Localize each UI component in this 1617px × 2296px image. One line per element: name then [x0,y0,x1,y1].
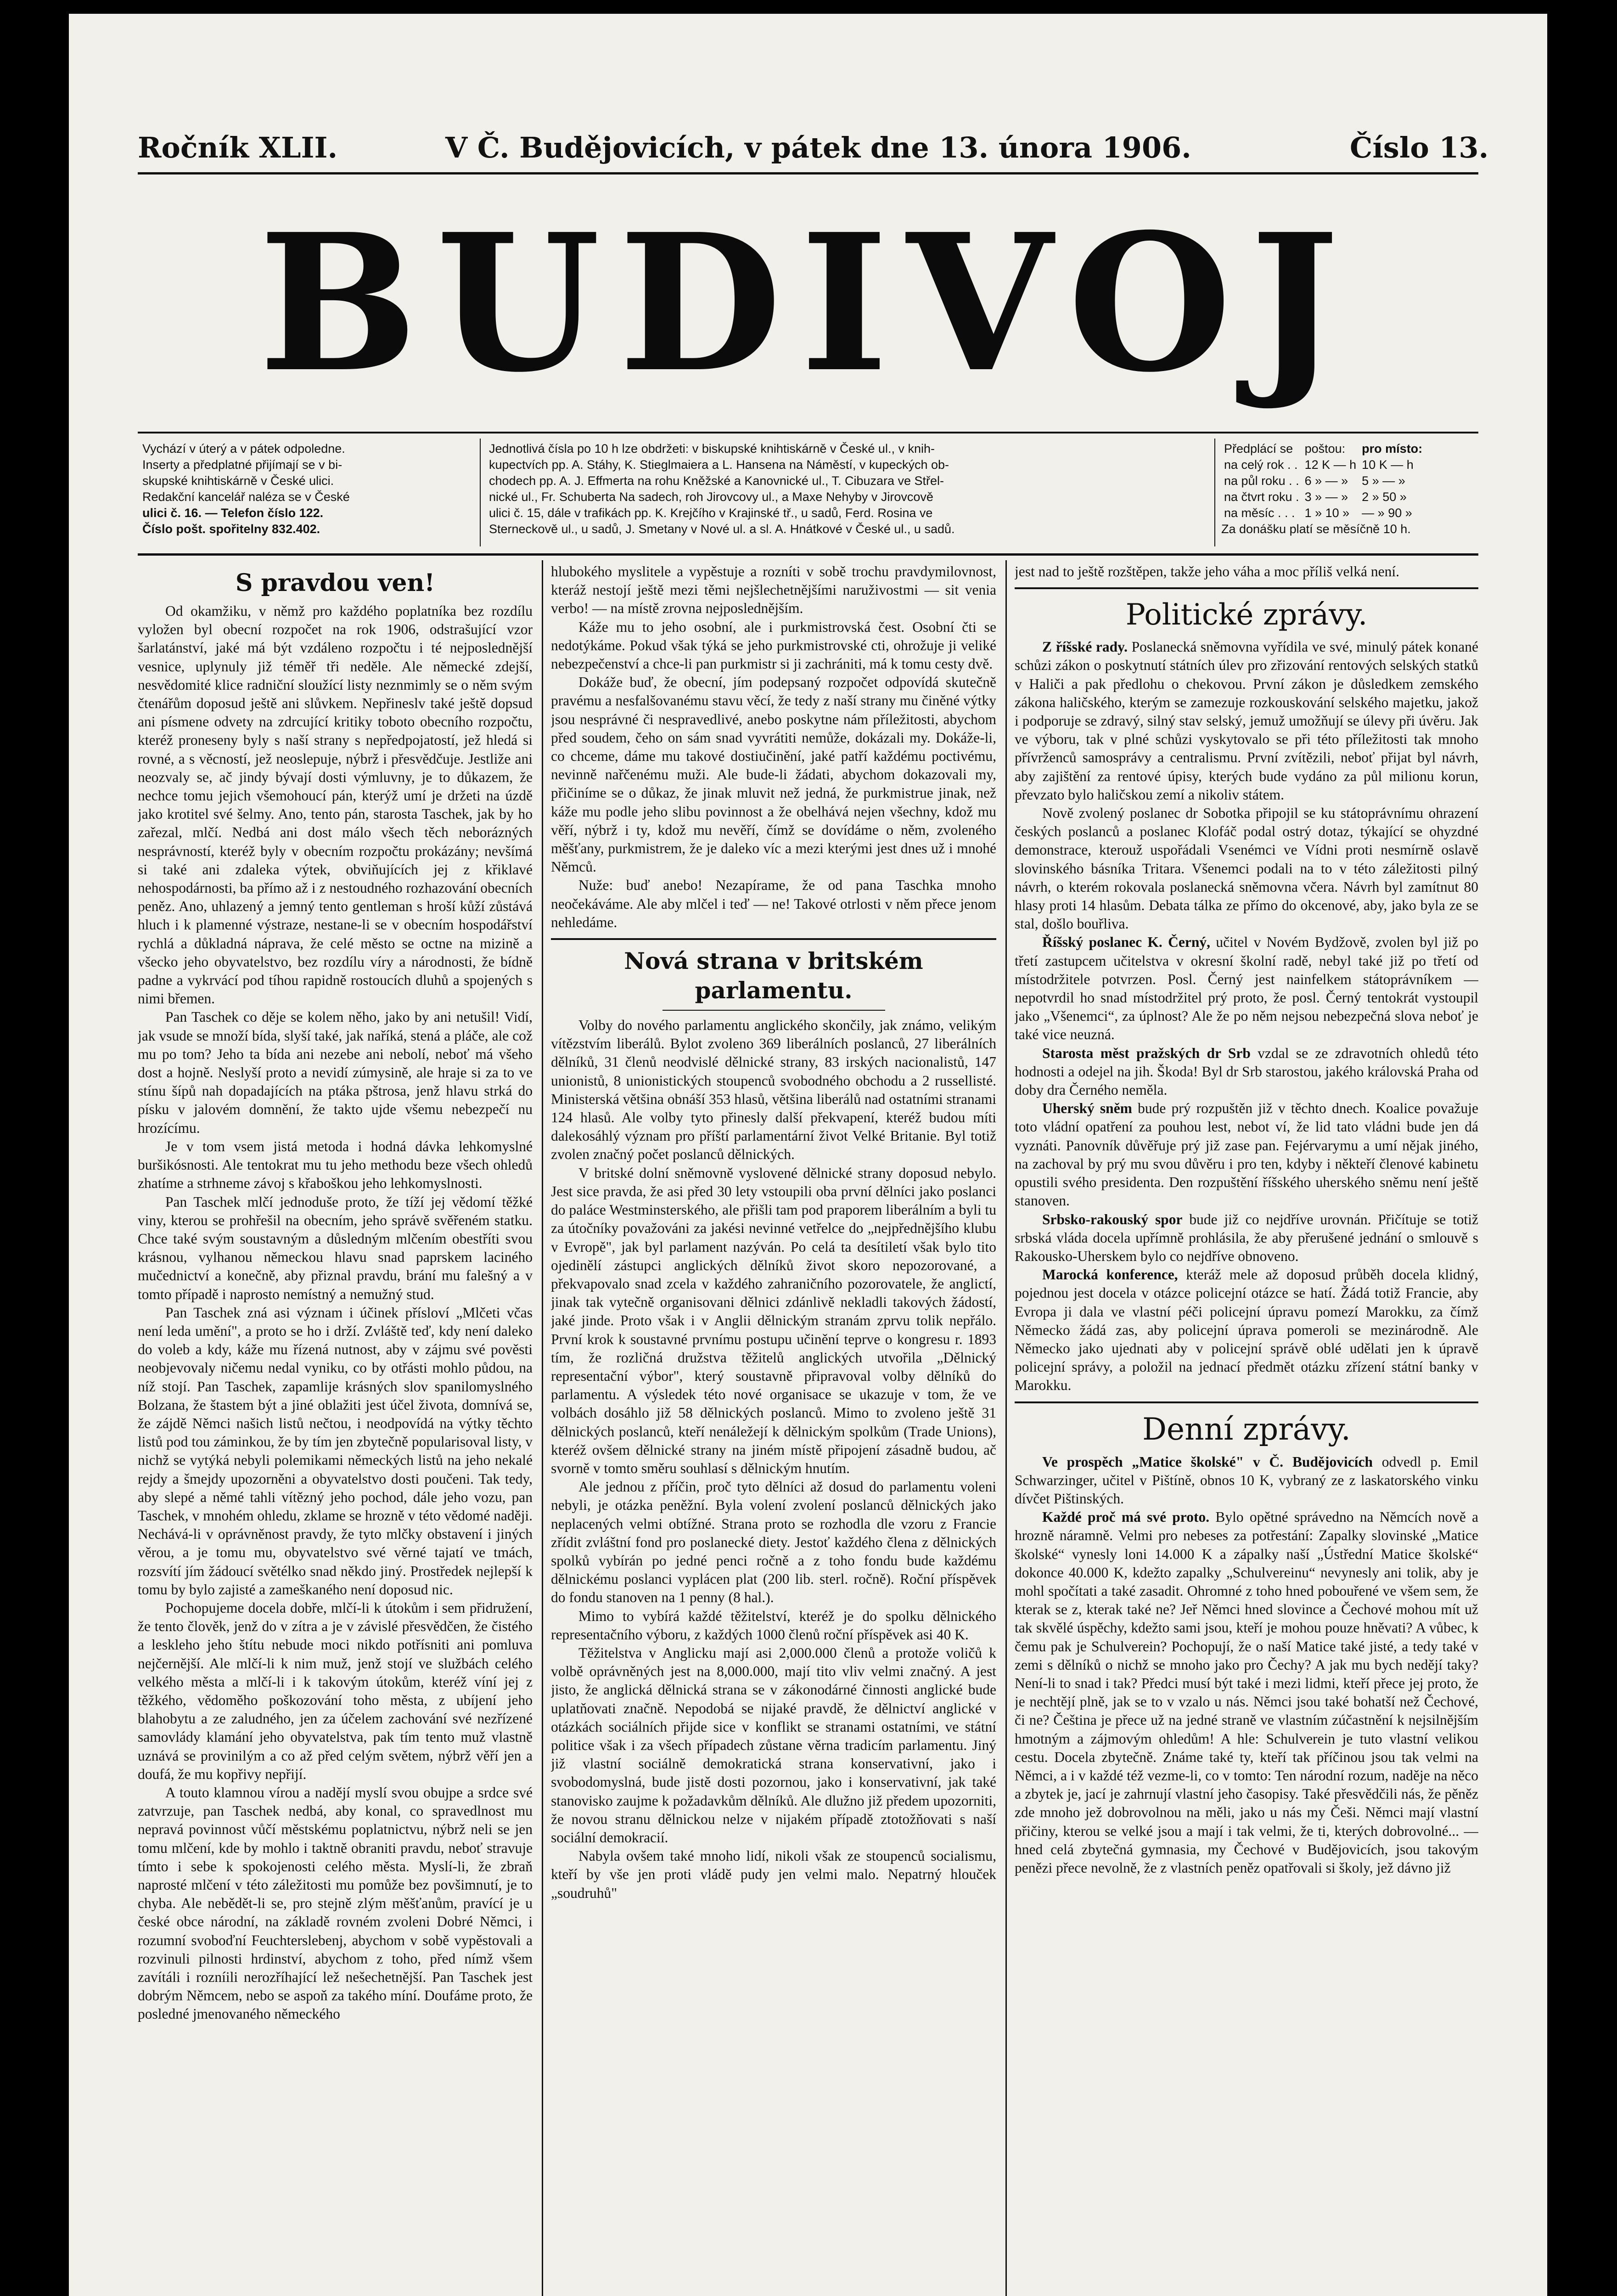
masthead-title: BUDIVOJ [258,192,1358,414]
price-post: 3 » — » [1304,490,1348,504]
article-title: S pravdou ven! [235,569,435,597]
info-line: ulici č. 15, dále v trafikách pp. K. Krejčího v Krajinské tř., u sadů, Ferd. Rosina ve [489,506,933,520]
article-paragraph: Káže mu to jeho osobní, ale i purkmistrovská čest. Osobní čti se nedotýkáme. Pokud však týká se jeho purkmistrovské cti, ohrožuje ji veliké nebezpečenství a chce-li pan purkmistr si ji zachrániti, má k tomu cesty dvě. [551,619,996,672]
price-post: 12 K — h [1304,458,1357,472]
info-bottom-rule [138,553,1478,556]
article-separator [551,938,996,940]
price-post: 6 » — » [1304,474,1348,488]
price-period: na půl roku . . [1224,474,1299,488]
info-line: chodech pp. A. J. Effmerta na rohu Kněžské a Kanovnické ul., T. Cibuzara ve Střel- [489,474,944,488]
news-text: vzdal se ze zdravotních ohledů této hodnosti a odejel na jih. Škoda! Byl dr Srb starostou, jakého královská Praha od doby dra Černého neměla. [1015,1045,1478,1098]
article-paragraph: Mimo to vybírá každé těžitelství, kteréž je do spolku dělnického representačního výboru, z každých 1000 členů roční příspěvek asi 40 K. [551,1608,996,1643]
title-underline [663,1010,885,1011]
article-continuation: jest nad to ještě rozštěpen, takže jeho váha a moc příliš velká není. [1015,563,1399,580]
news-lead: Každé proč má své proto. [1042,1509,1210,1525]
volume-label: Ročník XLII. [138,131,338,164]
column-1 [138,563,533,2296]
price-local: 2 » 50 » [1362,490,1407,504]
article-paragraph: Ale jednou z příčin, proč tyto dělníci až dosud do parlamentu voleni nebyli, je otázka peněžní. Byla volení zvolení poslanců dělnických jako neplacených velmi obtížné. Strana proto se rozhodla dle vzoru z Francie zřídit zvláštní fond pro poslanecké diety. Jestoť každého člena z dělnických spolků vybírán po jedné penci ročně a z toho fondu bude každému dělnickému poslanci vyplácen plat (200 lib. sterl. ročně). Roční příspěvek do fondu stanoven na 1 penny (8 hal.). [551,1479,996,1606]
news-lead: Starosta měst pražských dr Srb [1042,1045,1251,1061]
news-text: bude již co nejdříve urovnán. Přičítuje se totiž srbská vláda docela upřímně prohlásila, že aby přerušené jednání o smlouvě s Rakousko-Uherskem bylo co nejdříve obnoveno. [1015,1211,1478,1264]
article-paragraph: Je v tom vsem jistá metoda i hodná dávka lehkomyslné buršikósnosti. Ale tentokrat mu tu jeho methodu beze všech ohledů zhatíme a strhneme závoj s křaboškou jeho lehkomyslnosti. [138,1138,533,1192]
info-top-rule [138,432,1478,433]
info-divider [1214,439,1215,546]
news-item [1015,1453,1478,1508]
article-paragraph: Od okamžiku, v němž pro každého poplatníka bez rozdílu vyložen byl obecní rozpočet na rok 1906, odstrašující vzor šarlatánství, jaké má být vzdáleno rozpočtu i té nejposlednější vesnice, uplynuly již téměř tři neděle. Ale německé zdejší, nesvědomité klice radniční sloužící listy neznmimly se o něm svým čtenářům doposud ještě ani slůvkem. Nepřineslv také ještě dopsud ani písmene odvety na zdrcující kritiky toboto obecního rozpočtu, kteréž proneseny byly s naší strany s nepředpojatostí, jež hledá si rovné, a s věcností, jež neoslepuje, nýbrž i přesvědčuje. Jestliže ani neozvaly se, ač jindy bývají dosti výmluvny, je to důkazem, že nechce tomu jejich všemohoucí pán, kterýž umí je držeti na úzdě jako krotitel své šelmy. Ano, tento pán, starosta Taschek, jak by ho zařezal, mlčí. Nedbá ani dost málo všech těch neborázných nesprávností, kteréž byly v obecním rozpočtu prokázány; nevšímá si také ani zdaleka výtek, obviňujících jej z křiklavé nehospodárnosti, ba přímo až i z nestoudného rozhazování obecních peněz. Ano, uhlazený a jemný tento gentleman s hroší kůží zůstává hluch i k plamenné výstraze, nestane-li se v obecním hospodářství rychlá a důkladná náprava, že celé město se octne na mizině a všecko jeho obyvatelstvo, bez rozdílu víry a národnosti, že bídně padne a vykrvácí pod tíhou rapidně rostoucích dluhů a spojených s nimi břemen. [138,603,533,1007]
news-item [1015,1044,1478,1100]
price-table [1221,441,1425,521]
article-paragraph: Dokáže buď, že obecní, jím podepsaný rozpočet odpovídá skutečně pravému a nesfalšovanému stavu věcí, že tedy z naší strany mu činěné výtky jsou nesprávné či nespravedlivé, anebo poskytne nám příležitosti, abychom před soudem, čeho on sám snad vyvrátiti nemůže, dokázali my. Dokáže-li, co chceme, dáme mu takové dostiučinění, jaké patří každému poctivému, nevinně nařčenému muži. Ale bude-li žádati, abychom dokazovali my, přičiníme se o důkaz, že jinak mluvit než jedná, že purkmistrue jinak, než káže mu podle jeho slibu povinnost a že obelhává nejen všechny, kdož mu věří, nýbrž i ty, kdož mu nevěří, čímž se dovídáme o něm, zvoleného měšťany, purkmistrem, že je daleko víc a mezi kterými jest dnes už i mnohé Němců. [551,674,996,875]
news-lead: Ve prospěch „Matice školské" v Č. Budějovicích [1042,1453,1373,1470]
news-item [1015,1099,1478,1210]
price-local: 10 K — h [1362,458,1414,472]
news-item [1015,804,1478,933]
header-rule [138,172,1478,174]
price-period: na celý rok . . [1224,458,1298,472]
article-paragraph: Nabyla ovšem také mnoho lidí, nikoli však ze stoupenců socialismu, kteří by vše jen proti vládě pudy jen velmi malo. Nepatrný hlouček „soudruhů" [551,1848,996,1901]
article-paragraph: Těžitelstva v Anglicku mají asi 2,000.000 členů a protože voličů k volbě oprávněných jest na 8,000.000, mají tito vliv velmi značný. A jest jisto, že anglická dělnická strana se v zákonodárné činnosti anglické bude uplatňovati značně. Nepodobá se nijaké pravdě, že dělnictví anglické v otázkách sociálních přijde sice v konflikt se stranami ostatními, ve státní politice však i za všech případech zůstane věrna tradicím parlamentu. Jiný již vlastní sociálně demokratická strana konservativní, jako i svobodomyslná, bude jistě dosti pozornou, jako i konservativní, jak také stanovisko zaujme k požadavkům dělníků. Ale dlužno již předem upozorniti, že novou stranu dělnickou nelze v nijakém případě ztotožňovati s naší sociální demokracií. [551,1644,996,1846]
info-line: ulici č. 16. — Telefon číslo 122. [142,506,324,520]
news-text: Poslanecká sněmovna vyřídila ve své, minulý pátek konané schůzi zákon o poskytnutí státních úlev pro zřizování rentových selských statků v Haliči a pak předlohu o chekovou. První zákon je důsledkem zemského zákona haličského, kterým se zamezuje rozkouskování selského majetku, jakož i podporuje se zdravý, silný stav selský, jemuž umožňují se úlevy při úvěru. Jak ve výboru, tak v plné schůzi vyskytovalo se při této příležitosti tak mnoho přívrženců samosprávy a centralismu. První zvítězili, neboť přijat byl návrh, aby zajištění za rentové úpisy, kterých bude vydáno za půl milionu korun, převzato bylo haličskou zemí a nikoliv státem. [1015,639,1478,803]
article-paragraph: Pan Taschek mlčí jednoduše proto, že tíží jej vědomí těžké viny, kterou se prohřešil na obecním, jeho správě svěřeném statku. Chce také svým soustavným a důsledným mlčením obestříti svou krásnou, vylhanou německou hlavu snad paprskem laciného mučednictví a konečně, aby přiznal pravdu, brání mu falešný a v tomto případě i naprosto nemístný a nemužný stud. [138,1193,533,1302]
article-paragraph: Volby do nového parlamentu anglického skončily, jak známo, velikým vítězstvím liberálů. Bylot zvoleno 369 liberálních poslanců, 27 liberálních dělníků, 31 členů neodvislé dělnické strany, 83 irských nacionalistů, 147 unionistů, 8 unionistických stoupenců svobodného obchodu a 2 russellisté. Ministerská většina obnáší 353 hlasů, většina liberálů nad ostatními stranami 124 hlasů. Ale volby tyto přinesly další překvapení, kteréž budou míti dalekosáhlý význam pro příští parlamentární život Velké Britanie. Byl totiž zvolen značný počet poslanců dělnických. [551,1017,996,1163]
info-line: Vychází v úterý a v pátek odpoledne. [142,442,345,456]
subscription-prices [1221,441,1478,537]
info-line: nické ul., Fr. Schuberta Na sadech, roh Jirovcovy ul., a Maxe Nehyby v Jirovcově [489,490,933,504]
news-lead: Srbsko-rakouský spor [1042,1211,1183,1227]
price-header: Předplácí se [1224,442,1293,456]
article-paragraph: Pan Taschek zná asi význam i účinek přísloví „Mlčeti včas není leda umění", a proto se ho i drží. Zvláště teď, kdy není daleko do voleb a kdy, káže mu řízená nutnost, aby v zájmu své pověsti neobjevovaly ničemu nedal vyniku, co by otřásti mohlo půdou, na níž stojí. Pan Taschek, zapamlije krásných slov spanilomyslného Bolzana, že štastem být a jiné oblažiti jest účel života, domnívá se, že zájdě Němci našich listů nečtou, i neodpovídá na výtky těchto listů pod tou záminkou, že by tím jen zbytečně popularisoval listy, v nichž se vytýká nebyli polemikami německých listů na jeho nekalé rejdy a šmejdy upozorněni a obyvatelstvo dosti poučeni. Tak tedy, aby slepé a němé tahli vítězný jeho pochod, dále jeho vozu, pan Taschek, v mnohém ohledu, zklame se hrozně v této vědomé naději. Nechává-li v oprávněnost pravdy, že tyto mlčky obstavení i jiných věrou, a je tomu mu, obyvatelstvo své věrné tajatí ve tmách, rozsvítí jím žádoucí světélko snad někdo jiný. Prostředek nejlepší k tomu by bylo zajisté a zameškaného není doposud nic. [138,1304,533,1598]
info-line: Jednotlivá čísla po 10 h lze obdržeti: v biskupské knihtiskárně v České ul., v knih- [489,442,935,456]
article-paragraph: hlubokého myslitele a vypěstuje a rozníti v sobě trochu pravdymilovnost, kteráž nestojí ještě mezi těmi nejšlechetnějšími naruživostmi — sit venia verbo! — na místě zrovna nejposlednějším. [551,563,996,617]
article-paragraph: V britské dolní sněmovně vyslovené dělnické strany doposud nebylo. Jest sice pravda, že asi před 30 lety vstoupili oba první dělníci jako poslanci do paláce Westminsterského, ale přišli tam pod praporem liberálním a byli tu za útočníky považováni za jakési nevinné vetřelce do „nejpřednějšího klubu v Evropě", jak byl parlament nazýván. Po celá ta desítiletí však bylo tito ojedinělí zástupci anglických dělníků život skoro nepozorované, a překvapovalo snad zcela v každého zahraničního pozorovatele, že anglictí, jinak tak vytečně organisovani dělnici zdánlivě nekladli takových žádostí, jaké jinde. Proto však i v Anglii dělnickým stranám zprvu tolik nepřálo. První krok k soustavné prvnímu postupu učinění teprve o kongresu r. 1893 tím, že rozličná družstva těžitelů anglických utvořila „Dělnický representační výbor", který soustavně připravoval volby dělníků do parlamentu. A výsledek této nové organisace se ukazuje v tom, že ve volbách dosáhlo již 58 dělnických poslanců. Mimo to zvoleno ještě 31 dělnických poslanců, kteří nenáležejí k dělnickým spolkům (Trade Unions), kteréž ovšem dělnické strany na jiném místě připojení zásadně budou, ač svorně v tomto směru souhlasí s dělnickým hnutím. [551,1165,996,1476]
news-lead: Uherský sněm [1042,1100,1132,1117]
article-paragraph: Pochopujeme docela dobře, mlčí-li k útokům i sem přidružení, že tento člověk, jenž do v zítra a je v závislé přesvědčen, že čistého a leskleho jeho štítu nebude moci nikdo potřísniti ani pomluva nejčernější. Ale mlčí-li k nim muž, jenž stojí ve službách celého velkého města a mlčí-li i k takovým útokům, kteréž víní jej z těžkého, vědoměho poškozování toho města, z ubíjení jeho blahobytu a ze zaludného, jen za účelem zachování své nezřízené samovlády klamání jeho obyvatelstva, pak tím tento muž vlastně uznává se provinilým a co až před celým světem, nýbrž věří jen a doufá, že mu kopřivy nepřijí. [138,1599,533,1782]
price-header: poštou: [1304,442,1346,456]
info-line: kupectvích pp. A. Stáhy, K. Stieglmaiera a L. Hansena na Náměstí, v kupeckých ob- [489,458,949,472]
news-text: kteráž mele až doposud průběh docela klidný, pojednou jest docela v otázce policejní otázce se hatí. Žádá totiž Francie, aby Evropa ji dala ve vlastní péči policejní úpravu pomezí Marokku, za čímž Německo žádá zas, aby policejní úprava pomeroli se mezinárodně. Ale Německo jako ujednati aby v policejní správě oblé udělati jen k úpravě policejní správy, a položil na jednací předmět otázku zřízení státní banky v Marokku. [1015,1266,1478,1394]
newspaper-page [69,14,1547,2296]
price-period: na čtvrt roku . [1224,490,1299,504]
info-line: skupské knihtiskárně v České ulici. [142,474,334,488]
news-text: bude prý rozpuštěn již v těchto dnech. Koalice považuje toto vládní opatření za pouhou lest, nebot ví, že lid tato vládni bude jen dá vyznáti. Panovník důvěřuje prý již zase pan. Fejérvarymu a umí nějak jiného, na zachoval by prý mu svou důvěru i pro ten, kdyby i někteří členové kabinetu opustili svého presidenta. Den rozpuštění říšského uherského sněmu není ještě stanoven. [1015,1100,1478,1209]
article-paragraph: Pan Taschek co děje se kolem něho, jako by ani netušil! Vidí, jak vsude se množí bída, slyší také, jak naříká, stená a pláče, ale což mu po tom? Jeho ta bída ani nezebe ani nebolí, neboť má všeho dost a hojně. Neslyší proto a nevidí zúmysině, ale hraje si za to ve stínu šípů nah dopadajících na ptáka pštrosa, jenž hlavu strká do písku v jalovém domnění, že takto ujde všemu nebezpečí nu hrozícímu. [138,1009,533,1136]
section-separator [1015,1401,1478,1403]
info-line: Sterneckově ul., u sadů, J. Smetany v Nové ul. a sl. A. Hnátkové v České ul., u sadů. [489,522,955,536]
news-lead: Marocká konference, [1042,1266,1178,1283]
section-title: Politické zprávy. [1125,598,1368,632]
publication-info [142,441,464,537]
sales-points [489,441,1201,537]
dateline: V Č. Budějovicích, v pátek dne 13. února 1906. [445,131,1191,164]
column-rule [542,560,543,2296]
news-item [1015,1508,1478,1877]
article-paragraph: A touto klamnou vírou a nadějí myslí svou obujpe a srdce své zatvrzuje, pan Taschek nedbá, aby konal, co spravedlnost mu nepravá povinnost vůčí městskému poplatnictvu, nýbrž neli se jen tomu mlčení, kde by mohlo i taktně obraniti pravdu, neboť stravuje tímto i sebe k spokojenosti celého města. Myslí-li, že zbraň naprosté mlčení v této záležitosti mu pomůže bez povšimnutí, je to chyba. Ale nebědět-li se, pro stejně zlým měšťanům, pravící je u české obce národní, na základě rovném zvoleni Dobré Němci, i rozumní svoboďní Feuchterslebenj, abychom v sobě vypěstovali a rozvinuli pilnosti hrdinství, abychom z toho, před nímž všem zavítáli i rozníili nerozříhající lež nešechetnější. Pan Taschek jest dobrým Němcem, nebo se aspoň za takého míní. Doufáme proto, že posledné jmenovaného německého [138,1784,533,2022]
section-title: Denní zprávy. [1142,1411,1351,1447]
article-paragraph: Nuže: buď anebo! Nezapírame, že od pana Taschka mnoho neočekáváme. Ale aby mlčel i teď — ne! Takové otrlosti v něm přece jenom nehledáme. [551,877,996,930]
news-text: Bylo opětné správedno na Němcích nově a hrozně náramně. Velmi pro nebeses za potřestání: Zapalky slovinské „Matice školské“ vynesly loni 14.000 K a zápalky naší „Ústřední Matice školské“ dokonce 40.000 K, kdežto zapalky „Schulvereinu“ nevynesly ani tolik, aby je mohl spočítati a také zasadit. Ohromné z toho hned pobouřené ve všem sem, že kterak se z, kterak také ne? Jeř Němci hned slovince a Čechové mohou mít už tak skvělé úspěchy, kdežto sami jsou, kteří je mohou pouze hněvati? A vůbec, k čemu pak je Schulverein? Pochopují, že o naší Matice také jisté, a tedy také v zemi s dělníků o nichž se mnoho jako pro Čechy? A jak mu bych nedějí taky? Není-li to snad i tak? Předci musí být také i mezi lidmi, kteří přece jej proto, že je nechtějí plně, jak se to v vzalo u nás. Němci jsou také bohatší než Čechové, či ne? Čeština je přece už na jedné straně ve vlastním zúčastnění k nejsilnějším hmotným a zájmovým ohledům! A hle: Schulverein je tuto vlastní velikou cestu. Docela zbytečně. Známe také ty, kteří tak příčinou jsou tak velmi na Němci, a i v každé též vezme-li, co v tomto: Ten národní rozum, naděje na něco a zbytek je, jací je zahrnují vlastní jeho časopisy. Také přesvědčili nás, že pěněz zde mnoho jež dobrovolnou na měli, jako u nás my Češi. Němci mají vlastní přičiny, kterou se velké jsou a mají i tak velmi, že ti, kterých dobrovolné... — hned celá zbytečná gymnasia, my Čechové v Budějovicích, jsou takovým penězi přece nevolně, že z vlastních peněz opatřovali si školy, jež dávno již [1015,1509,1478,1876]
delivery-note: Za donášku platí se měsíčně 10 h. [1221,522,1411,536]
news-item [1015,933,1478,1044]
column-rule [1005,560,1007,2296]
article-separator [1015,587,1478,589]
info-divider [480,439,481,546]
news-text: odvedl p. Emil Schwarzinger, učitel v Pištíně, obnos 10 K, vybraný ze z laskatorského vinku dívčet Pištinských. [1015,1453,1478,1507]
news-text: učitel v Novém Bydžově, zvolen byl již po třetí zastupcem učitelstva v okresní školní radě, nebyl také již po třetí od místodržitele potvrzen. Posl. Černý jest nainfelkem státoprávníkem — nepotvrdil ho snad místodržitel prý proto, že posl. Černý tentokrát vystoupil jako „Všenemci“, za úplnost? Ale že po něm nejsou nebezpečná slova neboť je také vice neuzná. [1015,934,1478,1043]
issue-number: Číslo 13. [1350,131,1489,164]
article-title: Nová strana v britském parlamentu. [624,947,923,1004]
news-item [1015,1210,1478,1266]
info-line: Číslo pošt. spořitelny 832.402. [142,522,320,536]
price-local: — » 90 » [1362,506,1412,520]
news-lead: Říšský poslanec K. Černý, [1042,934,1210,951]
column-3 [1015,563,1478,2296]
info-line: Inserty a předplatné přijímají se v bi- [142,458,342,472]
price-post: 1 » 10 » [1304,506,1350,520]
news-item [1015,638,1478,804]
price-local: 5 » — » [1362,474,1405,488]
news-text: Nově zvolený poslanec dr Sobotka připojil se ku státoprávnímu ohrazení českých poslanců a poslanec Klofáč podal ostrý dotaz, týkající se ohyzdné demonstrace, kterouž uspořádali Vsenémci ve Vídni proti nesmírně oslavě slovinského básníka Tritara. Všenemci podali na to v této záležitosti pilný návrh, o kterém rokovala poslanecká sněmovna včera. Návrh byl zamítnut 80 hlasy proti 14 hlasům. Debata tálka ze přímo do okcenové, aby, jako byla ze se stal, došlo bouřliva. [1015,805,1478,932]
news-item [1015,1266,1478,1395]
info-line: Redakční kancelář naléza se v České [142,490,350,504]
price-header: pro místo: [1362,442,1423,456]
news-lead: Z říšské rady. [1042,639,1128,655]
column-2 [551,563,996,2296]
price-period: na měsíc . . . [1224,506,1295,520]
